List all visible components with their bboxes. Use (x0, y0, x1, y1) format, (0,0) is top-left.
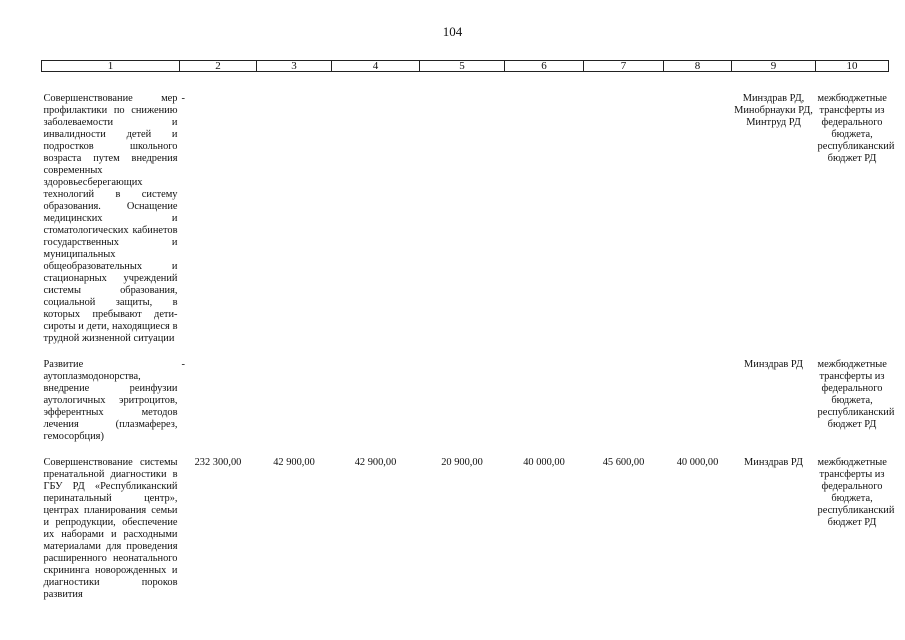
plan-table (41, 60, 895, 601)
amount-col-3: 42 900,00 (273, 457, 315, 468)
executor: Минздрав РД (744, 359, 803, 370)
column-header-1: 1 (42, 61, 180, 72)
activity-description: Совершенствование мер профилактики по снижению заболеваемости и инвалидности детей и подростков школьного возраста путем внедрения современных здоровьесберегающих технологий в систему образования. Оснащение медицинских и стоматологических кабинетов государственных и муниципальных общеобразовательных и стационарных учреждений системы образования, социальной защиты, в которых пребывают дети-сироты и дети, находящиеся в трудной жизненной ситуации (43, 93, 178, 344)
table-row (42, 457, 889, 601)
amount-col-3 (257, 359, 332, 443)
column-header-5: 5 (420, 61, 505, 72)
row-gap (42, 345, 889, 359)
amount-col-8 (664, 72, 732, 346)
executor: Минздрав РД (744, 457, 803, 468)
table-row (42, 359, 889, 443)
column-header-4: 4 (332, 61, 420, 72)
column-number-row (42, 61, 889, 72)
amount-col-5: 20 900,00 (441, 457, 483, 468)
activity-description: Совершенствование системы пренатальной диагностики в ГБУ РД «Республиканский перинатальный центр», центрах планирования семьи и репродукции, обеспечение их наборами и расходными материалами для проведения расширенного неонатального скрининга новорожденных и диагностики пороков развития (43, 457, 178, 600)
amount-col-4 (332, 359, 420, 443)
activity-description: Развитие аутоплазмодонорства, внедрение реинфузии аутологичных эритроцитов, эфферентных методов лечения (плазмаферез, гемосорбция) (43, 359, 178, 442)
total-amount: - (181, 93, 185, 104)
table-row (42, 72, 889, 346)
funding-source: межбюджетные трансферты из федерального бюджета, республиканский бюджет РД (817, 457, 895, 528)
row-gap (42, 443, 889, 457)
column-header-7: 7 (584, 61, 664, 72)
amount-col-6: 40 000,00 (523, 457, 565, 468)
amount-col-6 (505, 72, 584, 346)
column-header-9: 9 (732, 61, 816, 72)
column-header-8: 8 (664, 61, 732, 72)
amount-col-6 (505, 359, 584, 443)
amount-col-5 (420, 359, 505, 443)
funding-source: межбюджетные трансферты из федерального бюджета, республиканский бюджет РД (817, 359, 895, 430)
amount-col-7: 45 600,00 (602, 457, 645, 468)
amount-col-7 (584, 72, 664, 346)
amount-col-5 (420, 72, 505, 346)
column-header-10: 10 (816, 61, 889, 72)
column-header-2: 2 (180, 61, 257, 72)
column-header-3: 3 (257, 61, 332, 72)
amount-col-8: 40 000,00 (676, 457, 719, 468)
amount-col-4: 42 900,00 (354, 457, 397, 468)
amount-col-8 (664, 359, 732, 443)
amount-col-4 (332, 72, 420, 346)
total-amount: - (181, 359, 185, 370)
amount-col-3 (257, 72, 332, 346)
executor: Минздрав РД, Минобрнауки РД, Минтруд РД (734, 93, 813, 128)
column-header-6: 6 (505, 61, 584, 72)
page-number: 104 (442, 24, 463, 39)
amount-col-7 (584, 359, 664, 443)
total-amount: 232 300,00 (194, 457, 242, 468)
funding-source: межбюджетные трансферты из федерального бюджета, республиканский бюджет РД (817, 93, 895, 164)
